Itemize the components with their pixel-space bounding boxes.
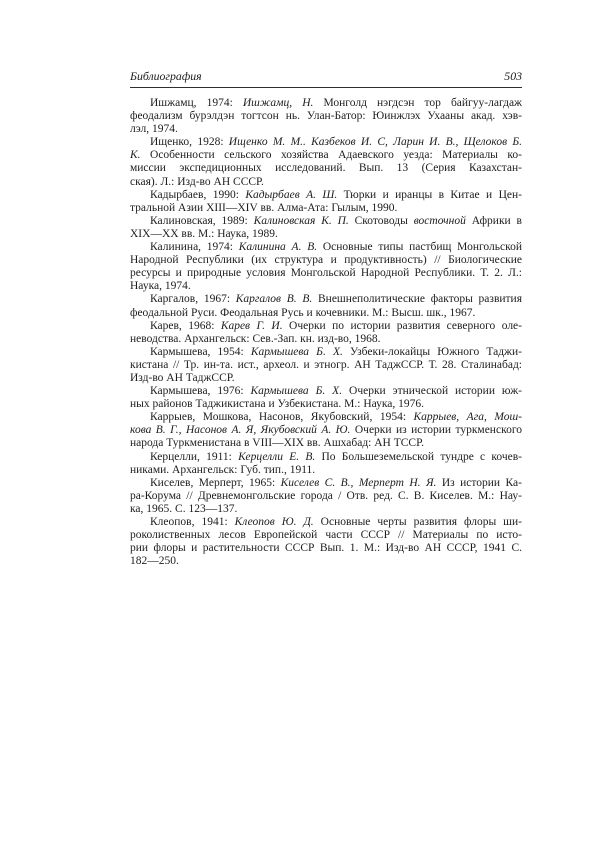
entry-text: народа Туркменистана в VIII—XIX вв. Ашхабад: АН ТССР. (130, 437, 424, 450)
entry-text: Очерки из истории туркменского (350, 424, 522, 437)
author-name-italic: К. (130, 149, 141, 162)
bibliography-line (130, 529, 522, 542)
bibliography-line (130, 372, 522, 385)
entry-text: Очерки этнической истории юж- (342, 385, 522, 398)
bibliography-line (130, 189, 522, 202)
entry-text: Карев, 1968: (150, 319, 221, 332)
entry-text: Кармышева, 1954: (150, 345, 251, 358)
entry-text: Основные черты развития флоры ши- (313, 516, 522, 528)
bibliography-entry (130, 477, 522, 516)
entry-text: Внешнеполитические факторы развития (312, 293, 522, 306)
entry-text: Клеопов, 1941: (150, 516, 235, 528)
book-page (130, 69, 522, 568)
bibliography-entry (130, 97, 522, 136)
bibliography-line (130, 202, 522, 215)
page-number: 503 (504, 69, 522, 83)
bibliography-entry (130, 215, 522, 241)
bibliography-line (130, 411, 522, 424)
bibliography-line (130, 110, 522, 123)
bibliography-line (130, 477, 522, 490)
bibliography-line (130, 307, 522, 320)
entry-text: ская). Л.: Изд-во АН СССР. (130, 175, 264, 188)
author-name-italic: Калинина А. В. (238, 241, 318, 254)
entry-text: Узбеки-локайцы Южного Таджи- (342, 345, 522, 358)
entry-text: Монголд нэгдсэн тор байгуу-лагдаж (313, 97, 522, 109)
author-name-italic: Карев Г. И. (220, 319, 283, 332)
bibliography-entries (130, 97, 522, 568)
bibliography-line (130, 228, 522, 241)
entry-text: ра-Корума // Древнемонгольские города / Отв. ред. С. В. Киселев. М.: Нау- (130, 489, 522, 502)
bibliography-line (130, 490, 522, 503)
bibliography-entry (130, 136, 522, 188)
entry-text: Киселев, Мерперт, 1965: (150, 476, 281, 489)
entry-text: Африки в (465, 214, 522, 227)
entry-text: лэл, 1974. (130, 123, 178, 136)
author-name-italic: Калиновская К. П. (253, 214, 349, 227)
author-name-italic: Керцелли Е. В. (238, 450, 316, 463)
bibliography-entry (130, 411, 522, 450)
entry-text: ных районов Таджикистана и Узбекистана. М.: Наука, 1976. (130, 398, 425, 411)
entry-text: Калинина, 1974: (150, 241, 239, 254)
entry-text: Тюрки и иранцы в Китае и Цен- (337, 188, 522, 201)
bibliography-line (130, 398, 522, 411)
entry-text: Каргалов, 1967: (150, 293, 236, 306)
bibliography-line (130, 267, 522, 280)
entry-text: никами. Архангельск: Губ. тип., 1911. (130, 463, 316, 476)
bibliography-line (130, 123, 522, 136)
author-name-italic: Кармышева Б. Х. (250, 385, 343, 398)
bibliography-line (130, 346, 522, 359)
author-name-italic: Киселев С. В., Мерперт Н. Я. (280, 476, 437, 489)
author-name-italic: Каррыев, Ага, Мош- (413, 411, 522, 424)
page-header-title: Библиография (130, 69, 202, 83)
entry-text: Кадырбаев, 1990: (150, 188, 246, 201)
author-name-italic: Ищенко М. М.. Казбеков И. С, Ларин И. В., Щелоков Б. (228, 136, 523, 149)
bibliography-entry (130, 241, 522, 293)
author-name-italic: Кадырбаев А. Ш. (245, 188, 338, 201)
entry-text: Особенности сельского хозяйства Адаевского уезда: Материалы ко- (140, 149, 522, 162)
author-name-italic: кова В. Г., Насонов А. Я, Якубовский А. Ю. (130, 424, 351, 437)
bibliography-line (130, 464, 522, 477)
page-header (130, 69, 522, 88)
bibliography-line (130, 136, 522, 149)
bibliography-line (130, 149, 522, 162)
bibliography-line (130, 503, 522, 516)
entry-text: миссии экспедиционных исследований. Вып. 13 (Серия Казахстан- (130, 162, 522, 175)
bibliography-entry (130, 385, 522, 411)
bibliography-entry (130, 346, 522, 385)
entry-text: неводства. Архангельск: Сев.-Зап. кн. изд-во, 1968. (130, 332, 381, 345)
entry-text: Изд-во АН ТаджССР. (130, 371, 235, 384)
entry-text: Кармышева, 1976: (150, 385, 251, 398)
author-name-italic: Клеопов Ю. Д. (234, 516, 314, 528)
bibliography-line (130, 555, 522, 568)
entry-text: ка, 1965. С. 123—137. (130, 502, 238, 515)
bibliography-line (130, 424, 522, 437)
bibliography-line (130, 280, 522, 293)
entry-text: Ищенко, 1928: (150, 136, 229, 149)
bibliography-line (130, 293, 522, 306)
entry-text: Керцелли, 1911: (150, 450, 239, 463)
entry-text: Каррыев, Мошкова, Насонов, Якубовский, 1954: (150, 411, 414, 424)
bibliography-line (130, 542, 522, 555)
bibliography-line (130, 333, 522, 346)
entry-text: Очерки по истории развития северного оле- (282, 319, 522, 332)
entry-text: Ишжамц, 1974: (150, 97, 243, 109)
author-name-italic: восточной (413, 214, 466, 227)
bibliography-entry (130, 189, 522, 215)
entry-text: кистана // Тр. ин-та. ист., археол. и этногр. АН ТаджССР. Т. 28. Сталинабад: (130, 358, 522, 371)
entry-text: По Большеземельской тундре с кочев- (315, 450, 522, 463)
bibliography-line (130, 97, 522, 110)
entry-text: Народной Республики (их структура и продуктивность) // Биологические (130, 254, 522, 267)
bibliography-line (130, 176, 522, 189)
bibliography-line (130, 320, 522, 333)
entry-text: XIX—XX вв. М.: Наука, 1989. (130, 227, 278, 240)
bibliography-line (130, 241, 522, 254)
entry-text: 182—250. (130, 555, 179, 568)
bibliography-entry (130, 293, 522, 319)
entry-text: Из истории Ка- (436, 476, 522, 489)
bibliography-line (130, 385, 522, 398)
entry-text: феодальной Руси. Феодальная Русь и кочевники. М.: Высш. шк., 1967. (130, 306, 476, 319)
bibliography-line (130, 254, 522, 267)
entry-text: феодализм бурэлдэн тогтсон нь. Улан-Батор: Юинжлэх Ухааны акад. хэв- (130, 110, 522, 123)
bibliography-line (130, 516, 522, 529)
bibliography-line (130, 451, 522, 464)
bibliography-line (130, 437, 522, 450)
entry-text: рии флоры и растительности СССР Вып. 1. М.: Изд-во АН СССР, 1941 С. (130, 542, 522, 555)
entry-text: Основные типы пастбищ Монгольской (317, 241, 522, 254)
bibliography-line (130, 215, 522, 228)
bibliography-line (130, 359, 522, 372)
entry-text: ресурсы и природные условия Монгольской Народной Республики. Т. 2. Л.: (130, 267, 522, 280)
author-name-italic: Кармышева Б. Х. (250, 345, 343, 358)
author-name-italic: Ишжамц, Н. (242, 97, 314, 109)
bibliography-line (130, 162, 522, 175)
entry-text: Калиновская, 1989: (150, 214, 254, 227)
entry-text: Наука, 1974. (130, 280, 191, 293)
bibliography-entry (130, 320, 522, 346)
entry-text: роколиственных лесов Европейской части СССР // Материалы по исто- (130, 529, 522, 542)
bibliography-entry (130, 516, 522, 568)
entry-text: тральной Азии XIII—XIV вв. Алма-Ата: Гылым, 1990. (130, 201, 398, 214)
author-name-italic: Каргалов В. В. (235, 293, 313, 306)
entry-text: Скотоводы (348, 214, 414, 227)
bibliography-entry (130, 451, 522, 477)
